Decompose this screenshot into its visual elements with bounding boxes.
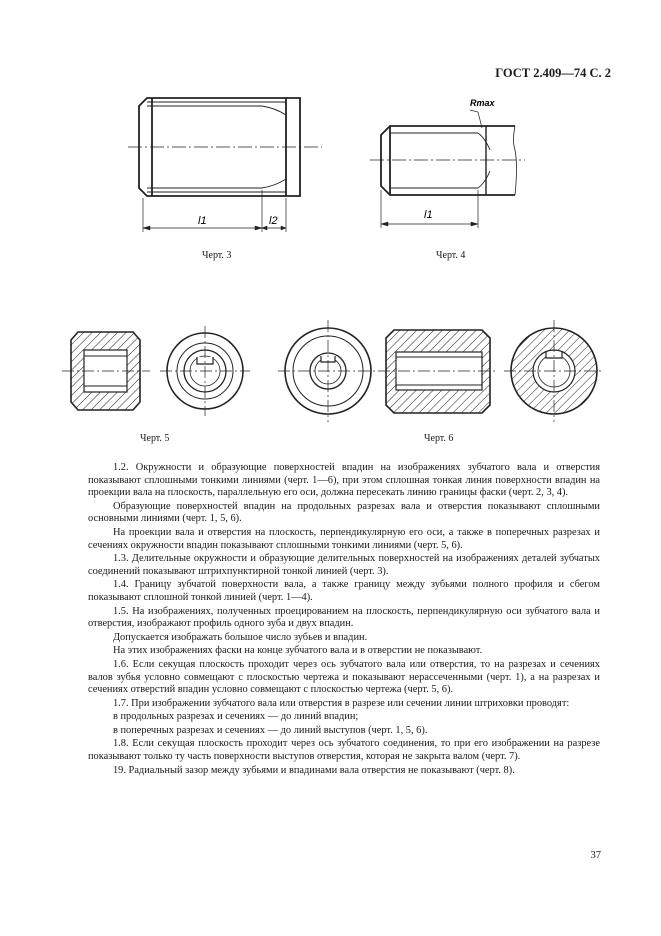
paragraph: Допускается изображать большое число зубьев и впадин. [112,631,368,643]
paragraph: Образующие поверхностей впадин на продольных разрезах вала и отверстия показывают сплошными основными линиями (черт. 1, 5, 6). [88,500,600,525]
paragraph: в продольных разрезах и сечениях — до линий впадин; [112,711,359,723]
figure-5-caption: Черт. 5 [140,433,170,444]
paragraph: 1.8. Если секущая плоскость проходит через ось зубчатого соединения, то при его изображении на разрезе показывают только ту часть поверхности выступов отверстия, которая не закрыта валом (черт. 7). [88,738,600,763]
fig3-l2-label: l2 [269,215,278,227]
body-text [88,462,600,778]
figure-3-caption: Черт. 3 [202,250,232,261]
paragraph: На этих изображениях фаски на конце зубчатого вала и в отверстии не показывают. [112,645,483,657]
technical-drawings [0,0,661,460]
paragraph: 1.2. Окружности и образующие поверхностей впадин на изображениях зубчатого вала и отверстия показывают сплошными тонкими линиями (черт. 1—6), при этом сплошная тонкая линия поверхности впадин на проекции вала на плоскость, параллельную его оси, должна пересекать линию границы фаски (черт. 2, 3, 4). [88,462,600,499]
figure-4-shaft-drawing [370,110,525,228]
figure-6-end-view [278,320,378,422]
paragraph: 1.6. Если секущая плоскость проходит через ось зубчатого вала или отверстия, то на разрезах и сечениях валов зубья условно совмещают с плоскостью чертежа и показывают нерассеченными (черт. 1), а на разрезах и сечениях отверстий впадин условно совмещают с плоскостью чертежа (черт. 5, 6). [88,658,600,696]
figure-6-caption: Черт. 6 [424,433,454,444]
page-header: ГОСТ 2.409—74 С. 2 [495,66,611,80]
paragraph: 1.3. Делительные окружности и образующие делительных поверхностей на изображениях деталей зубчатых соединений показывают штрихпунктирной тонкой линией (черт. 3). [88,553,600,577]
paragraph: 19. Радиальный зазор между зубьями и впадинами вала отверстия не показывают (черт. 8). [112,764,515,776]
figure-6-section [378,330,498,413]
paragraph: 1.4. Границу зубчатой поверхности вала, а также границу между зубьями полного профиля и сбегом показывают сплошной тонкой линией (черт. 1—4). [88,579,600,603]
paragraph: 1.7. При изображении зубчатого вала или отверстия в разрезе или сечении линии штриховки проводят: [112,697,570,709]
figure-4-caption: Черт. 4 [436,250,466,261]
fig4-rmax-label: Rmax [470,98,495,108]
figure-3-shaft-drawing [128,98,322,232]
figure-5-end-view [160,326,250,416]
fig3-l1-label: l1 [198,215,207,227]
page-number: 37 [590,850,601,861]
paragraph: На проекции вала и отверстия на плоскость, перпендикулярную его оси, а также в поперечных разрезах и сечениях окружности впадин показывают сплошными тонкими линиями (черт. 5, 6). [88,526,600,551]
figure-5-section [62,332,150,410]
figure-6-cross-section [504,320,604,422]
paragraph: 1.5. На изображениях, полученных проецированием на плоскость, перпендикулярную оси зубчатого вала и отверстия, изображают профиль одного зуба и двух впадин. [88,605,600,630]
fig4-l1-label: l1 [424,209,433,221]
paragraph: в поперечных разрезах и сечениях — до линий выступов (черт. 1, 5, 6). [112,724,428,736]
